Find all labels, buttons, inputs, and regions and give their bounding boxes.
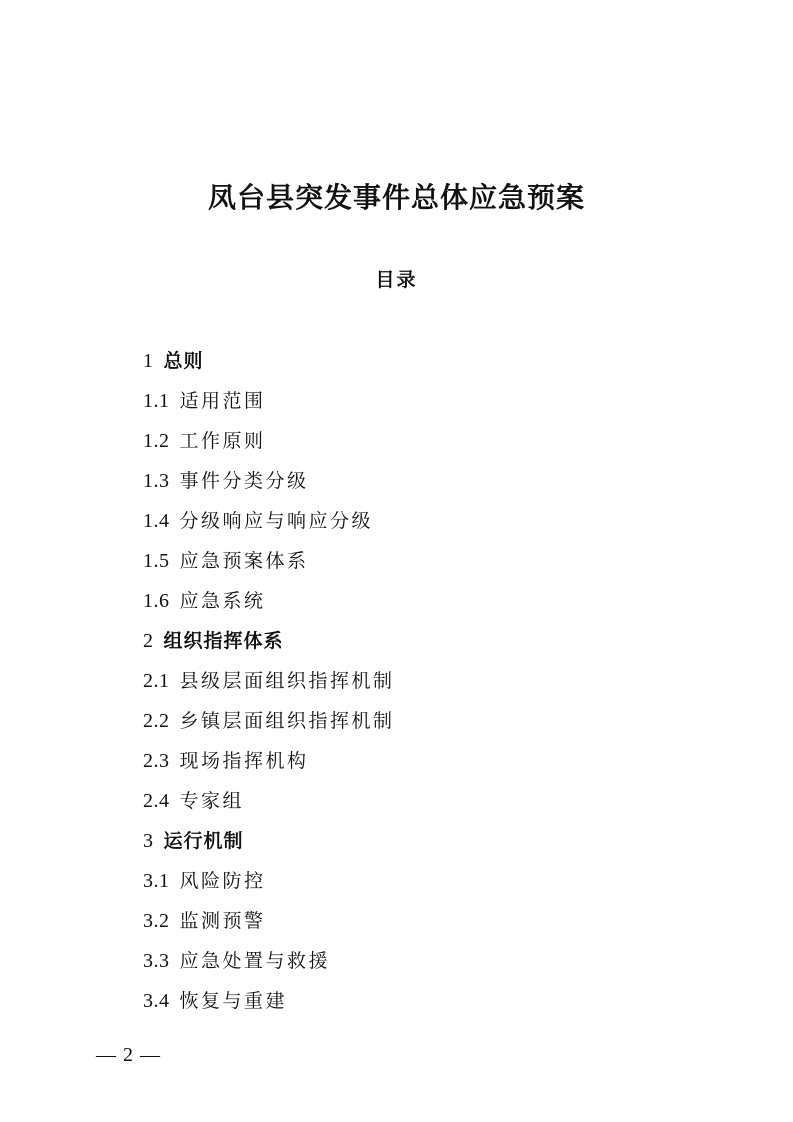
toc-entry-text: 现场指挥机构 [179, 750, 309, 772]
toc-entry-1-3 [143, 465, 395, 505]
toc-entry-number: 1 [143, 350, 154, 372]
toc-entry-number: 3 [143, 830, 154, 852]
toc-entry-number: 2.3 [143, 750, 170, 772]
toc-entry-number: 1.1 [143, 390, 170, 412]
toc-entry-number: 2.1 [143, 670, 170, 692]
toc-entry-number: 1.4 [143, 510, 170, 532]
toc-entry-number: 1.5 [143, 550, 170, 572]
toc-entry-3-4 [143, 985, 395, 1025]
toc-entry-3 [143, 825, 395, 865]
toc-entry-number: 1.6 [143, 590, 170, 612]
toc-entry-number: 2.2 [143, 710, 170, 732]
toc-entry-2-3 [143, 745, 395, 785]
toc-entry-number: 3.2 [143, 910, 170, 932]
toc-entry-2 [143, 625, 395, 665]
toc-entry-text: 分级响应与响应分级 [179, 510, 374, 532]
toc-entry-text: 县级层面组织指挥机制 [179, 670, 395, 692]
toc-entry-3-1 [143, 865, 395, 905]
toc-entry-2-2 [143, 705, 395, 745]
toc-entry-2-4 [143, 785, 395, 825]
toc-entry-number: 3.3 [143, 950, 170, 972]
toc-entry-1-4 [143, 505, 395, 545]
toc-entry-1-6 [143, 585, 395, 625]
toc-entry-text: 专家组 [179, 790, 245, 812]
table-of-contents [143, 345, 395, 1025]
toc-entry-1-5 [143, 545, 395, 585]
toc-entry-1 [143, 345, 395, 385]
toc-entry-1-2 [143, 425, 395, 465]
toc-entry-number: 3.4 [143, 990, 170, 1012]
toc-entry-number: 1.2 [143, 430, 170, 452]
toc-entry-1-1 [143, 385, 395, 425]
toc-heading: 目录 [375, 269, 418, 291]
toc-entry-3-3 [143, 945, 395, 985]
toc-entry-text: 乡镇层面组织指挥机制 [179, 710, 395, 732]
toc-entry-text: 总则 [163, 350, 204, 372]
toc-entry-number: 2 [143, 630, 154, 652]
toc-entry-2-1 [143, 665, 395, 705]
toc-entry-text: 事件分类分级 [179, 470, 309, 492]
toc-entry-text: 监测预警 [179, 910, 266, 932]
toc-entry-text: 组织指挥体系 [163, 630, 284, 652]
toc-entry-text: 运行机制 [163, 830, 244, 852]
document-title: 凤台县突发事件总体应急预案 [207, 181, 585, 214]
toc-entry-text: 风险防控 [179, 870, 266, 892]
toc-entry-text: 应急处置与救援 [179, 950, 331, 972]
toc-entry-text: 工作原则 [179, 430, 266, 452]
toc-entry-text: 应急系统 [179, 590, 266, 612]
page-number: — 2 — [96, 1044, 161, 1066]
toc-entry-number: 3.1 [143, 870, 170, 892]
toc-entry-text: 应急预案体系 [179, 550, 309, 572]
toc-entry-text: 适用范围 [179, 390, 266, 412]
toc-entry-text: 恢复与重建 [179, 990, 288, 1012]
toc-entry-3-2 [143, 905, 395, 945]
toc-entry-number: 1.3 [143, 470, 170, 492]
toc-entry-number: 2.4 [143, 790, 170, 812]
